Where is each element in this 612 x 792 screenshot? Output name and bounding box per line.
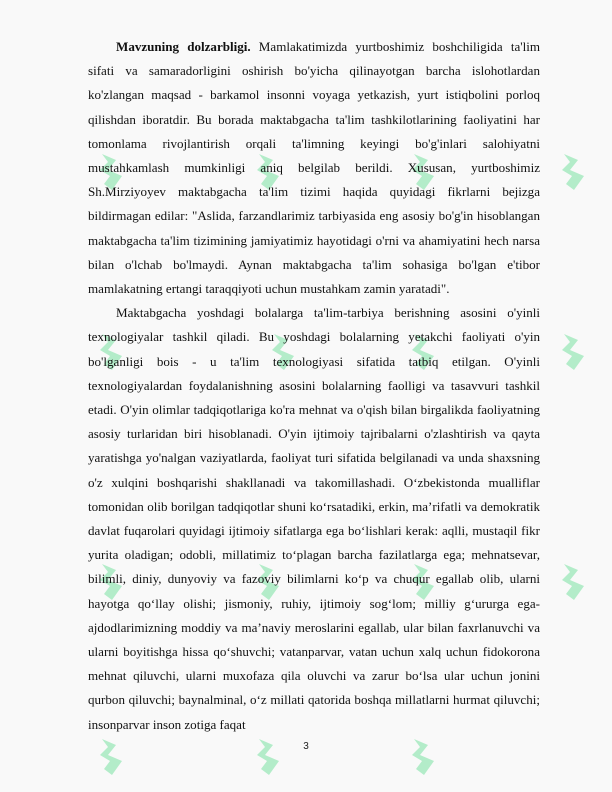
section-lead: Mavzuning dolzarbligi.	[116, 39, 251, 54]
page-number: 3	[303, 741, 309, 752]
paragraph-2-text: Maktabgacha yoshdagi bolalarga ta'lim-tarbiya berishning asosini o'yinli texnologiyalar tashkil qiladi. Bu yoshdagi bolalarning yetakchi faoliyati o'yin bo'lganligi bois - u ta'lim texnologiyasi sifatida tatbiq etilgan. O'yinli texnologiyalardan foydalanishning asosini bolalarning faolligi va tasavvuri tashkil etadi. O'yin olimlar tadqiqotlariga ko'ra mehnat va o'qish bilan birgalikda faoliyatning asosiy turlaridan biri hisoblanadi. O'yin ijtimoiy tajribalarni o'zlashtirish va qayta yaratishga yo'nalgan vaziyatlarda, faoliyat turi sifatida belgilanadi va unda shaxsning o'z xulqini boshqarishi shakllanadi va takomillashadi. O‘zbekistonda mualliflar tomonidan olib borilgan tadqiqotlar shuni ko‘rsatadiki, erkin, ma’rifatli va demokratik davlat fuqarolari quyidagi ijtimoiy sifatlarga ega bo‘lishlari kerak: aqlli, mustaqil fikr yurita oladigan; odobli, millatimiz to‘plagan barcha fazilatlarga ega; mehnatsevar, bilimli, diniy, dunyoviy va fazoviy bilimlarni ko‘p va chuqur egallab olib, ularni hayotga qo‘llay olishi; jismoniy, ruhiy, ijtimoiy sog‘lom; milliy g‘ururga ega-ajdodlarimizning moddiy va ma’naviy meroslarini egallab, ular bilan faxrlanuvchi va ularni boyitishga hissa qo‘shuvchi; vatanparvar, vatan uchun xalq uchun fidokorona mehnat qiluvchi, ularni muxofaza qila oluvchi va zarur bo‘lsa ular uchun jonini qurbon qiluvchi; baynalminal, o‘z millati qatorida boshqa millatlarni hurmat qiluvchi; insonparvar inson zotiga faqat	[88, 305, 540, 732]
paragraph-2	[88, 301, 540, 737]
body-text	[88, 35, 540, 737]
paragraph-1	[88, 35, 540, 301]
paragraph-1-text: Mamlakatimizda yurtboshimiz boshchiligida ta'lim sifati va samaradorligini oshirish bo'yicha qilinayotgan barcha islohotlardan ko'zlangan maqsad - barkamol insonni voyaga yetkazish, yurt istiqbolini porloq qilishdan iboratdir. Bu borada maktabgacha ta'lim tashkilotlarining faoliyatini har tomonlama rivojlantirish orqali ta'limning keyingi bo'g'inlari salohiyatni mustahkamlash mumkinligi aniq belgilab berildi. Xususan, yurtboshimiz Sh.Mirziyoyev maktabgacha ta'lim tizimi haqida quyidagi fikrlarni bejizga bildirmagan edilar: "Aslida, farzandlarimiz tarbiyasida eng asosiy bo'g'in hisoblangan maktabgacha ta'lim tizimining jamiyatimiz hayotidagi o'rni va ahamiyatini hech narsa bilan o'lchab bo'lmaydi. Aynan maktabgacha ta'lim sohasiga bo'lgan e'tibor mamlakatning ertangi taraqqiyoti uchun mustahkam zamin yaratadi".	[88, 39, 540, 297]
leaf-watermark-icon	[560, 150, 590, 194]
leaf-watermark-icon	[560, 330, 590, 374]
leaf-watermark-icon	[560, 560, 590, 604]
